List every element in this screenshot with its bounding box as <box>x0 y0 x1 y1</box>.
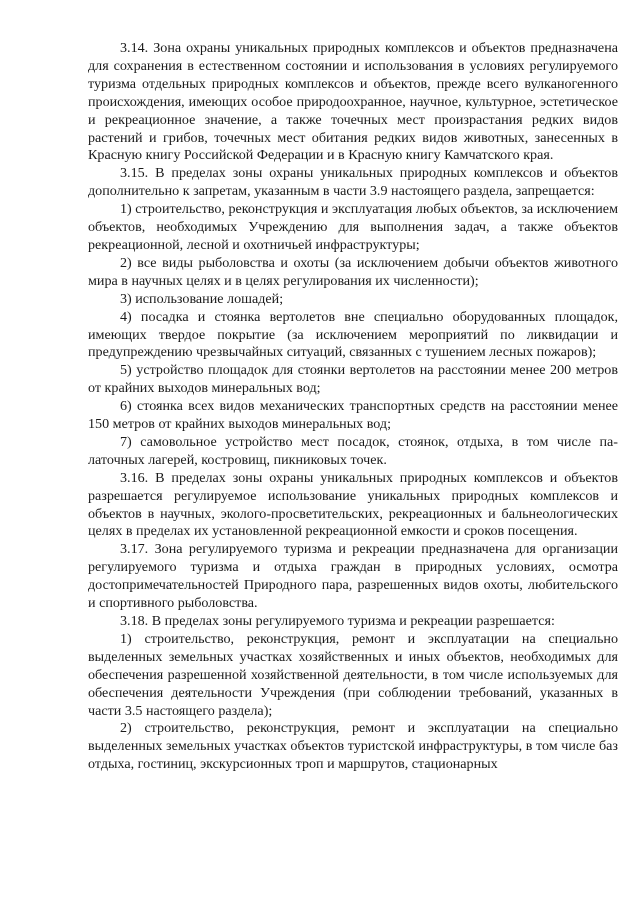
list-item-1: 1) строительство, реконструкция и эксплуатация любых объектов, за исключением объектов, необходимых Учреждению для выполнения задач, а также объектов рекреационной, лесной и охотничьей инфраструктуры; <box>88 201 618 253</box>
list-item-7: 7) самовольное устройство мест посадок, стоянок, отдыха, в том числе палаточных лагерей, кострoвищ, пикниковых точек. <box>88 433 618 468</box>
list-item-4: 4) посадка и стоянка вертолетов вне специально оборудованных площадок, имеющих твердое покрытие (за исключением мероприятий по ликвидации и предупреждению чрезвычайных ситуаций, связанных с тушением лесных пожаров); <box>88 308 618 361</box>
document-body <box>88 40 618 774</box>
paragraph-3-17: 3.17. Зона регулируемого туризма и рекреации предназначена для организации регулируемого туризма и отдыха граждан в природных условиях, осмотра достопримечательностей Природного пара, разрешенных видов охоты, любительского и спортивного рыболовства. <box>88 541 618 612</box>
paragraph-3-14: 3.14. Зона охраны уникальных природных комплексов и объектов предназначена для сохранения в естественном состоянии и использования в условиях регулируемого туризма отдельных природных комплексов и объектов, прежде всего вулканогенного происхождения, имеющих особое природоохранное, научное, культурное, эстетическое и рекреационное значение, а также точечных мест произрастания редких видов растений и грибов, точечных мест обитания редких видов животных, занесенных в Красную книгу Российской Федерации и в Красную книгу Камчатского края. <box>88 40 618 164</box>
list-item-1b: 1) строительство, реконструкция, ремонт и эксплуатации на специально выделенных земельных участках хозяйственных и иных объектов, необходимых для обеспечения разрешенной хозяйственной деятельности, в том числе используемых для обеспечения деятельности Учреждения (при соблюдении требований, указанных в части 3.5 настоящего раздела); <box>88 630 618 719</box>
paragraph-3-16: 3.16. В пределах зоны охраны уникальных природных комплексов и объектов разрешается регулируемое использование уникальных природных комплексов и объектов в научных, эколого-просветительских, рекреационных и бальнеологических целях в пределах их установленной рекреационной емкости и сроков посещения. <box>88 469 618 540</box>
list-item-2: 2) все виды рыболовства и охоты (за исключением добычи объектов животного мира в научных целях и в целях регулирования их численности); <box>88 254 618 289</box>
list-item-2b: 2) строительство, реконструкция, ремонт и эксплуатации на специально выделенных земельных участках объектов туристской инфраструктуры, в том числе баз отдыха, гостиниц, экскурсионных троп и маршрутов, стационарных <box>88 720 618 773</box>
list-item-5: 5) устройство площадок для стоянки вертолетов на расстоянии менее 200 метров от крайних выходов минеральных вод; <box>88 362 618 397</box>
list-item-3: 3) использование лошадей; <box>120 290 284 307</box>
list-item-6: 6) стоянка всех видов механических транспортных средств на расстоянии менее 150 метров от крайних выходов минеральных вод; <box>88 398 618 433</box>
paragraph-3-18: 3.18. В пределах зоны регулируемого туризма и рекреации разрешается: <box>120 613 555 629</box>
paragraph-3-15: 3.15. В пределах зоны охраны уникальных природных комплексов и объектов дополнительно к запретам, указанным в части 3.9 настоящего раздела, запрещается: <box>88 165 618 200</box>
